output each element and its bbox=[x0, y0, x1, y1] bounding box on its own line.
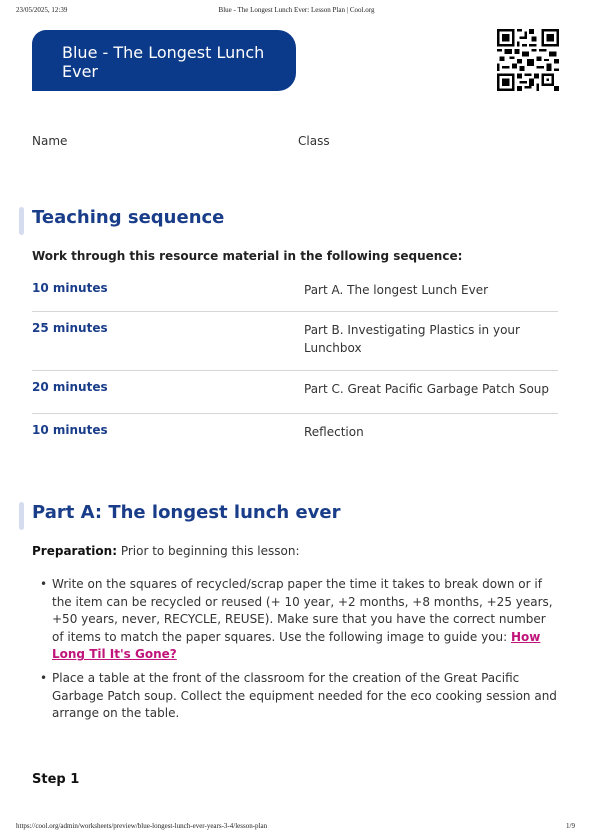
list-item-text: Place a table at the front of the classroom for the creation of the Great Pacific Garbage Patch soup. Collect the equipment needed for the eco cooking session and arrange on the table. bbox=[52, 670, 557, 721]
sequence-row bbox=[32, 312, 558, 371]
section-accent-bar bbox=[19, 502, 24, 530]
sequence-duration: 10 minutes bbox=[32, 423, 108, 437]
sequence-activity: Reflection bbox=[304, 425, 364, 439]
how-long-til-its-gone-link[interactable]: How Long Til It's Gone? bbox=[52, 629, 541, 662]
print-date: 23/05/2025, 12:39 bbox=[16, 6, 68, 14]
sequence-row bbox=[32, 414, 558, 454]
sequence-table bbox=[32, 272, 558, 454]
step-1-heading: Step 1 bbox=[32, 772, 80, 787]
print-document-title: Blue - The Longest Lunch Ever: Lesson Plan | Cool.org bbox=[218, 6, 375, 14]
sequence-activity: Part C. Great Pacific Garbage Patch Soup bbox=[304, 382, 550, 396]
lesson-title-banner bbox=[32, 30, 296, 91]
teaching-sequence-heading: Teaching sequence bbox=[32, 207, 225, 228]
sequence-duration: 10 minutes bbox=[32, 281, 108, 295]
name-label: Name bbox=[32, 134, 68, 148]
sequence-row bbox=[32, 371, 558, 414]
section-accent-bar bbox=[19, 207, 24, 235]
preparation-list bbox=[52, 576, 560, 729]
list-item bbox=[52, 576, 560, 664]
class-label: Class bbox=[298, 134, 330, 148]
preparation-paragraph bbox=[32, 544, 300, 558]
preparation-text: Prior to beginning this lesson: bbox=[117, 544, 300, 558]
sequence-activity: Part B. Investigating Plastics in your Lunchbox bbox=[304, 323, 520, 355]
sequence-activity: Part A. The longest Lunch Ever bbox=[304, 283, 489, 297]
print-footer bbox=[16, 822, 577, 834]
print-url: https://cool.org/admin/worksheets/preview/blue-longest-lunch-ever-years-3-4/lesson-plan bbox=[16, 822, 268, 830]
lesson-title: Blue - The Longest Lunch Ever bbox=[62, 43, 265, 81]
qr-code-icon bbox=[497, 29, 559, 91]
page-number: 1/9 bbox=[566, 822, 575, 830]
sequence-duration: 20 minutes bbox=[32, 380, 108, 394]
sequence-row bbox=[32, 272, 558, 312]
list-item-text: Write on the squares of recycled/scrap paper the time it takes to break down or if the item can be recycled or reused (+ 10 year, +2 months, +8 months, +25 years, +50 years, never, RECYCLE, REUSE). Make sure that you have the correct number of items to match the paper squares. Use the following image to guide you: bbox=[52, 577, 553, 644]
print-header bbox=[16, 6, 577, 18]
preparation-label: Preparation: bbox=[32, 544, 117, 558]
sequence-duration: 25 minutes bbox=[32, 321, 108, 335]
list-item bbox=[52, 670, 560, 723]
sequence-intro: Work through this resource material in the following sequence: bbox=[32, 249, 463, 263]
part-a-heading: Part A: The longest lunch ever bbox=[32, 502, 341, 523]
